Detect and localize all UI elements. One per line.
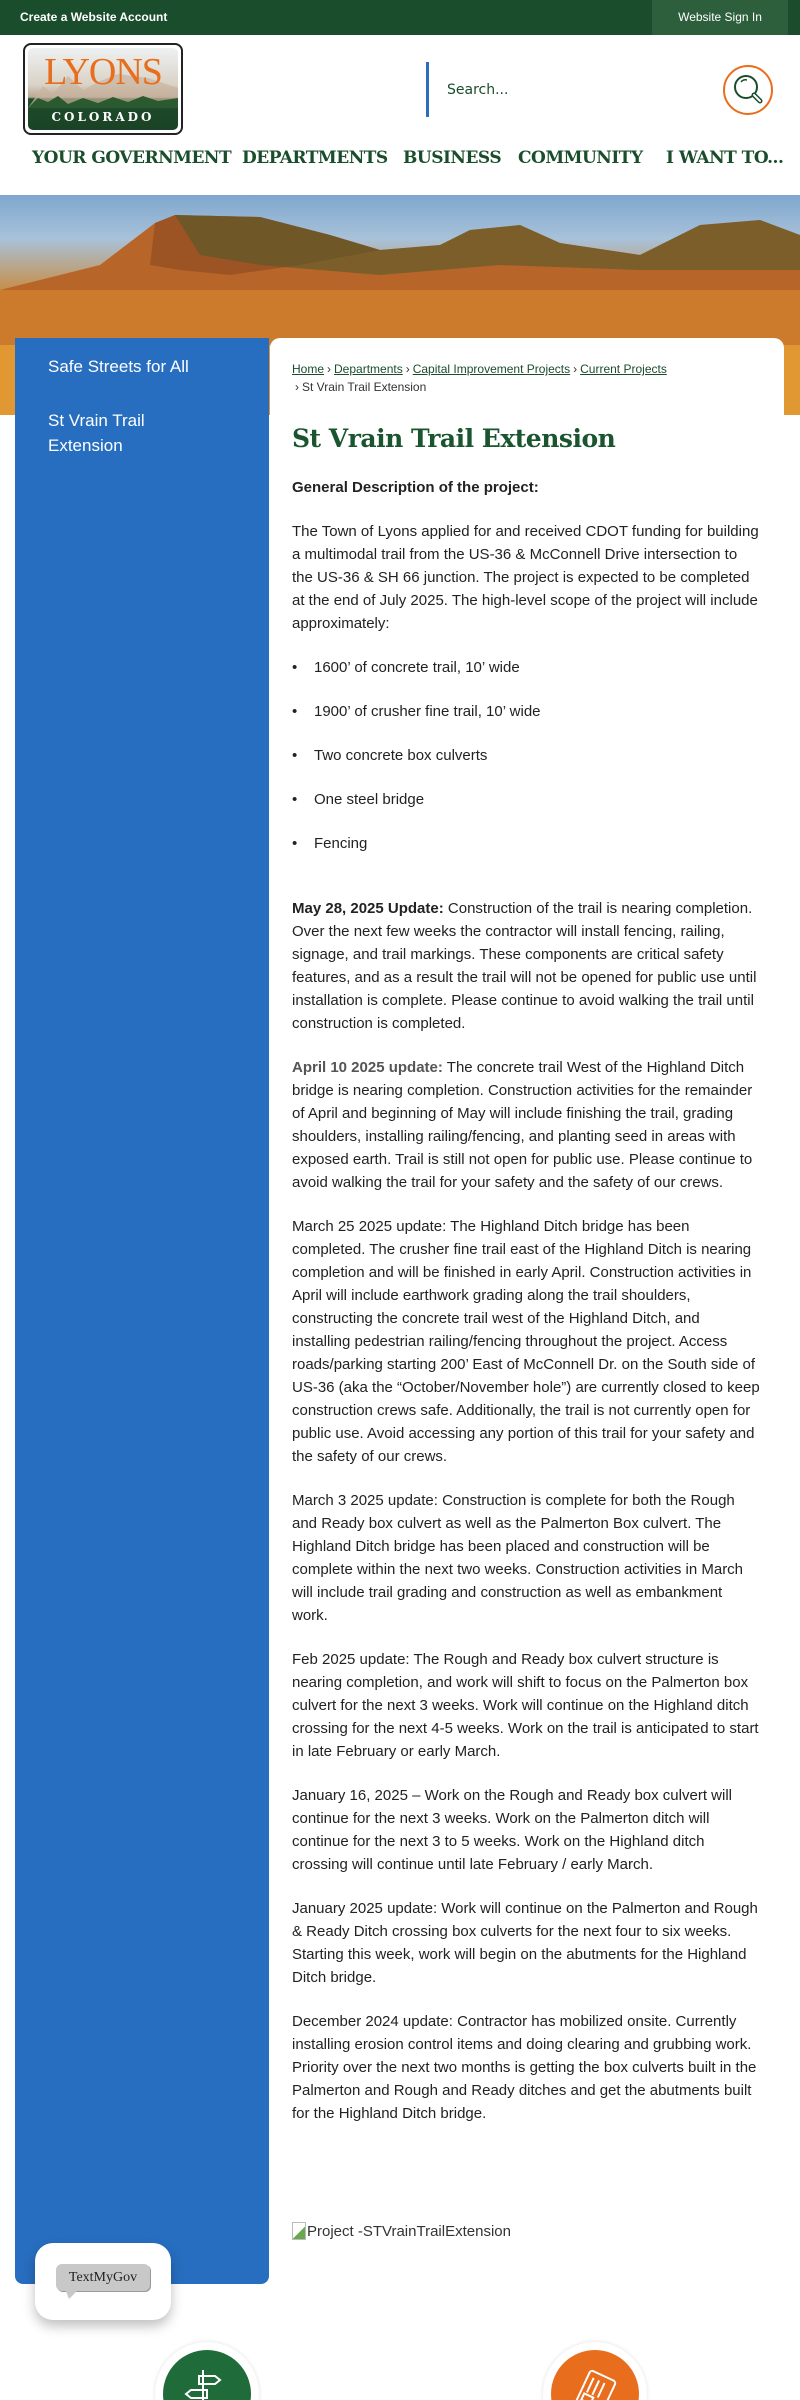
scope-item: • Fencing [292,832,762,855]
scope-item: • 1600’ of concrete trail, 10’ wide [292,656,762,679]
breadcrumb-separator: › [405,362,410,376]
nav-your-government[interactable]: YOUR GOVERNMENT [32,148,232,168]
update-jan-16-2025: January 16, 2025 – Work on the Rough and Ready box culvert will continue for the next 3 weeks. Work on the Palmerton ditch will continue for the next 3 to 5 weeks. Work on the Highland ditch crossing will continue until late February / early March. [292,1787,732,1873]
nav-community[interactable]: COMMUNITY [518,148,643,168]
nav-i-want-to[interactable]: I WANT TO... [666,148,784,168]
logo-wordmark: LYONS [44,51,162,93]
breadcrumb-current: St Vrain Trail Extension [302,380,427,394]
breadcrumb-departments[interactable]: Departments [334,362,403,376]
breadcrumb-home[interactable]: Home [292,362,325,376]
search-bar [426,62,726,117]
sidebar-item-safe-streets[interactable]: Safe Streets for All [48,357,189,376]
sidebar-nav [15,338,269,2284]
scope-item: • Two concrete box culverts [292,744,762,767]
update-dec-2024: December 2024 update: Contractor has mobilized onsite. Currently installing erosion control items and doing clearing and grubbing work. Priority over the next two months is getting the box culverts built in the Palmerton and Rough and Ready ditches and get the abutments built for the Highland Ditch bridge. [292,2013,757,2122]
main-nav [0,148,800,188]
signpost-icon [163,2350,251,2400]
search-input[interactable] [447,76,707,104]
breadcrumb-separator: › [573,362,578,376]
update-text: The concrete trail West of the Highland Ditch bridge is nearing completion. Construction activities for the remainder of April and beginning of May will include finishing the trail, grading shoulders, installing railing/fencing, and planting seed in areas with exposed earth. Trail is still not open for public use. Please continue to avoid walking the trail for your safety and the safety of our crews. [292,1059,753,1191]
textmygov-widget[interactable] [35,2243,171,2320]
breadcrumb-capital-improvement[interactable]: Capital Improvement Projects [412,362,571,376]
scope-item: • One steel bridge [292,788,762,811]
search-button[interactable] [723,65,773,115]
update-may-2025 [292,897,762,1035]
update-label: May 28, 2025 Update: [292,900,444,917]
page-body [292,476,762,2146]
breadcrumb-separator: › [295,380,299,394]
general-description-heading: General Description of the project: [292,479,539,496]
content-card [270,338,784,2238]
project-image [292,2222,511,2240]
textmygov-label: TextMyGov [56,2264,150,2291]
sign-in-button[interactable]: Website Sign In [652,0,788,35]
page-title: St Vrain Trail Extension [292,424,616,453]
project-image-alt: Project -STVrainTrailExtension [307,2222,511,2240]
scope-list [292,656,762,855]
sidebar-item-st-vrain-trail[interactable]: St Vrain Trail Extension [48,411,145,455]
breadcrumb-separator: › [327,362,332,376]
update-april-2025 [292,1056,762,1194]
quicklink-circle [551,2350,639,2400]
magnifier-icon [725,67,771,113]
scope-item: • 1900’ of crusher fine trail, 10’ wide [292,700,762,723]
footer-quicklink-news[interactable] [543,2342,647,2400]
update-jan-2025: January 2025 update: Work will continue on the Palmerton and Rough & Ready Ditch crossing box culverts for the next four to six weeks. Starting this week, work will begin on the abutments for the Highland Ditch bridge. [292,1900,758,1986]
breadcrumb-current-projects[interactable]: Current Projects [580,362,667,376]
nav-departments[interactable]: DEPARTMENTS [242,148,388,168]
utility-bar [0,0,800,35]
logo-image [28,48,178,130]
update-march-3-2025: March 3 2025 update: Construction is complete for both the Rough and Ready box culvert as well as the Palmerton Box culvert. The Highland Ditch bridge has been placed and construction will be complete within the next two weeks. Construction activities in March will include trail grading and construction as well as embankment work. [292,1492,744,1624]
breadcrumb [292,360,772,396]
newspaper-icon [551,2350,639,2400]
speech-bubble-tail [65,2289,79,2299]
intro-paragraph: The Town of Lyons applied for and received CDOT funding for building a multimodal trail from the US-36 & McConnell Drive intersection to the US-36 & SH 66 junction. The project is expected to be completed at the end of July 2025. The high-level scope of the project will include approximately: [292,523,759,632]
logo-subtitle: COLORADO [51,110,155,124]
quicklink-circle [163,2350,251,2400]
update-label: April 10 2025 update: [292,1059,443,1076]
nav-business[interactable]: BUSINESS [403,148,502,168]
update-text: Construction of the trail is nearing completion. Over the next few weeks the contractor will install fencing, railing, signage, and trail markings. These components are critical safety features, and as a result the trail will not be opened for public use until installation is complete. Please continue to avoid walking the trail until construction is completed. [292,900,757,1032]
broken-image-icon [292,2222,306,2240]
create-account-link[interactable]: Create a Website Account [20,10,168,24]
update-march-25-2025: March 25 2025 update: The Highland Ditch bridge has been completed. The crusher fine trail east of the Highland Ditch is nearing completion and will be finished in early April. Construction activities in April will include earthwork grading along the trail shoulders, constructing the concrete trail west of the Highland Ditch, and installing pedestrian railing/fencing throughout the project. Access roads/parking starting 200’ East of McConnell Dr. on the South side of US-36 (aka the “October/November hole”) are currently closed to keep construction crews safe. Additionally, the trail is not currently open for public use. Avoid accessing any portion of this trail for your safety and the safety of our crews. [292,1218,760,1465]
site-logo[interactable] [23,43,183,135]
footer-quicklink-directions[interactable] [155,2342,259,2400]
update-feb-2025: Feb 2025 update: The Rough and Ready box culvert structure is nearing completion, and work will shift to focus on the Palmerton box culvert for the next 3 weeks. Work will continue on the Highland ditch crossing for the next 4-5 weeks. Work on the trail is anticipated to start in late February or early March. [292,1651,759,1760]
